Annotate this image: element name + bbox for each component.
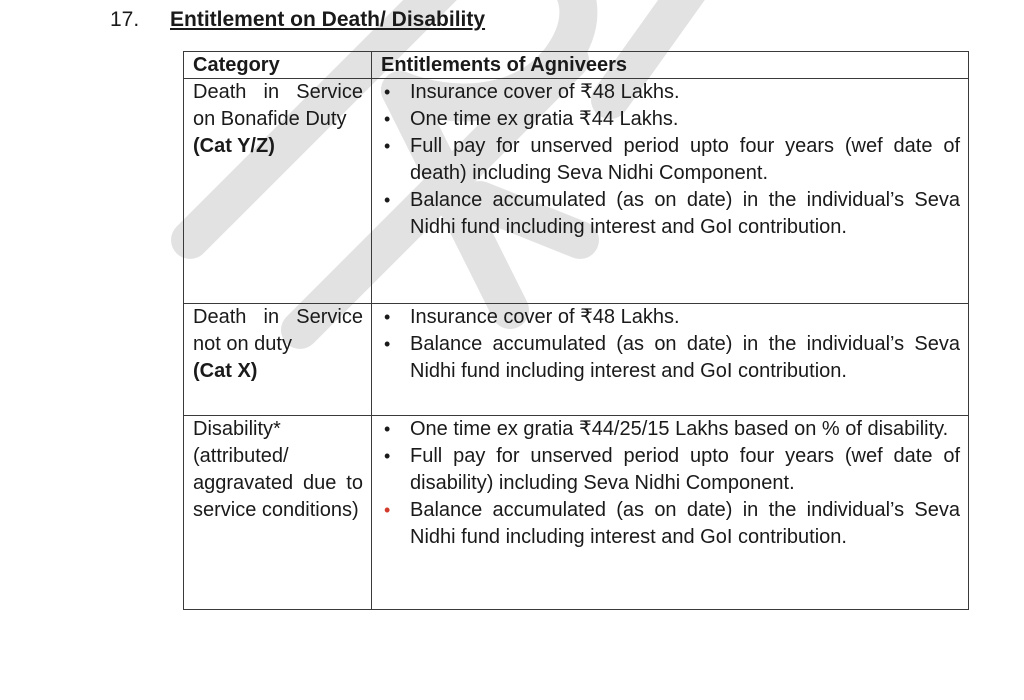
bullet-icon: • <box>384 307 391 327</box>
column-header-category: Category <box>184 52 372 79</box>
list-item <box>381 497 960 551</box>
list-item <box>381 133 960 187</box>
section-number: 17. <box>110 8 140 31</box>
bullet-icon: • <box>384 446 391 466</box>
list-item <box>381 187 960 241</box>
bullet-icon: • <box>384 82 391 102</box>
entitlement-text: One time ex gratia ₹44/25/15 Lakhs based on % of disability. <box>410 418 949 440</box>
entitlement-text: Insurance cover of ₹48 Lakhs. <box>410 81 680 103</box>
category-code: (Cat X) <box>193 360 258 382</box>
section-title: Entitlement on Death/ Disability <box>170 8 486 31</box>
table-row <box>184 304 969 416</box>
section-heading <box>110 8 485 32</box>
bullet-icon: • <box>384 109 391 129</box>
entitlement-table <box>183 51 969 610</box>
list-item <box>381 331 960 385</box>
category-cell <box>184 79 372 304</box>
entitlement-text: Balance accumulated (as on date) in the individual’s Seva Nidhi fund including interest and GoI contribution. <box>410 499 960 548</box>
entitlements-cell <box>372 416 969 610</box>
entitlement-text: One time ex gratia ₹44 Lakhs. <box>410 108 679 130</box>
list-item <box>381 106 960 133</box>
list-item <box>381 304 960 331</box>
category-label: Death in Service on Bonafide Duty <box>193 81 363 130</box>
table-row <box>184 416 969 610</box>
category-cell <box>184 416 372 610</box>
bullet-icon: • <box>384 334 391 354</box>
table-row <box>184 79 969 304</box>
bullet-icon: • <box>384 190 391 210</box>
entitlement-text: Insurance cover of ₹48 Lakhs. <box>410 306 680 328</box>
table-header-row <box>184 52 969 79</box>
bullet-icon: • <box>384 419 391 439</box>
list-item <box>381 416 960 443</box>
entitlement-text: Balance accumulated (as on date) in the individual’s Seva Nidhi fund including interest and GoI contribution. <box>410 333 960 382</box>
entitlement-text: Full pay for unserved period upto four years (wef date of disability) including Seva Nidhi Component. <box>410 445 960 494</box>
category-label: Disability* (attributed/ aggravated due to service conditions) <box>193 418 363 521</box>
column-header-entitlements: Entitlements of Agniveers <box>372 52 969 79</box>
bullet-icon: • <box>384 136 391 156</box>
entitlement-list <box>381 304 960 385</box>
list-item <box>381 443 960 497</box>
bullet-icon: • <box>384 500 391 520</box>
entitlements-cell <box>372 79 969 304</box>
entitlement-text: Balance accumulated (as on date) in the individual’s Seva Nidhi fund including interest and GoI contribution. <box>410 189 960 238</box>
entitlement-list <box>381 79 960 241</box>
entitlement-list <box>381 416 960 551</box>
entitlements-cell <box>372 304 969 416</box>
category-cell <box>184 304 372 416</box>
category-code: (Cat Y/Z) <box>193 135 275 157</box>
category-label: Death in Service not on duty <box>193 306 363 355</box>
entitlement-text: Full pay for unserved period upto four years (wef date of death) including Seva Nidhi Component. <box>410 135 960 184</box>
list-item <box>381 79 960 106</box>
